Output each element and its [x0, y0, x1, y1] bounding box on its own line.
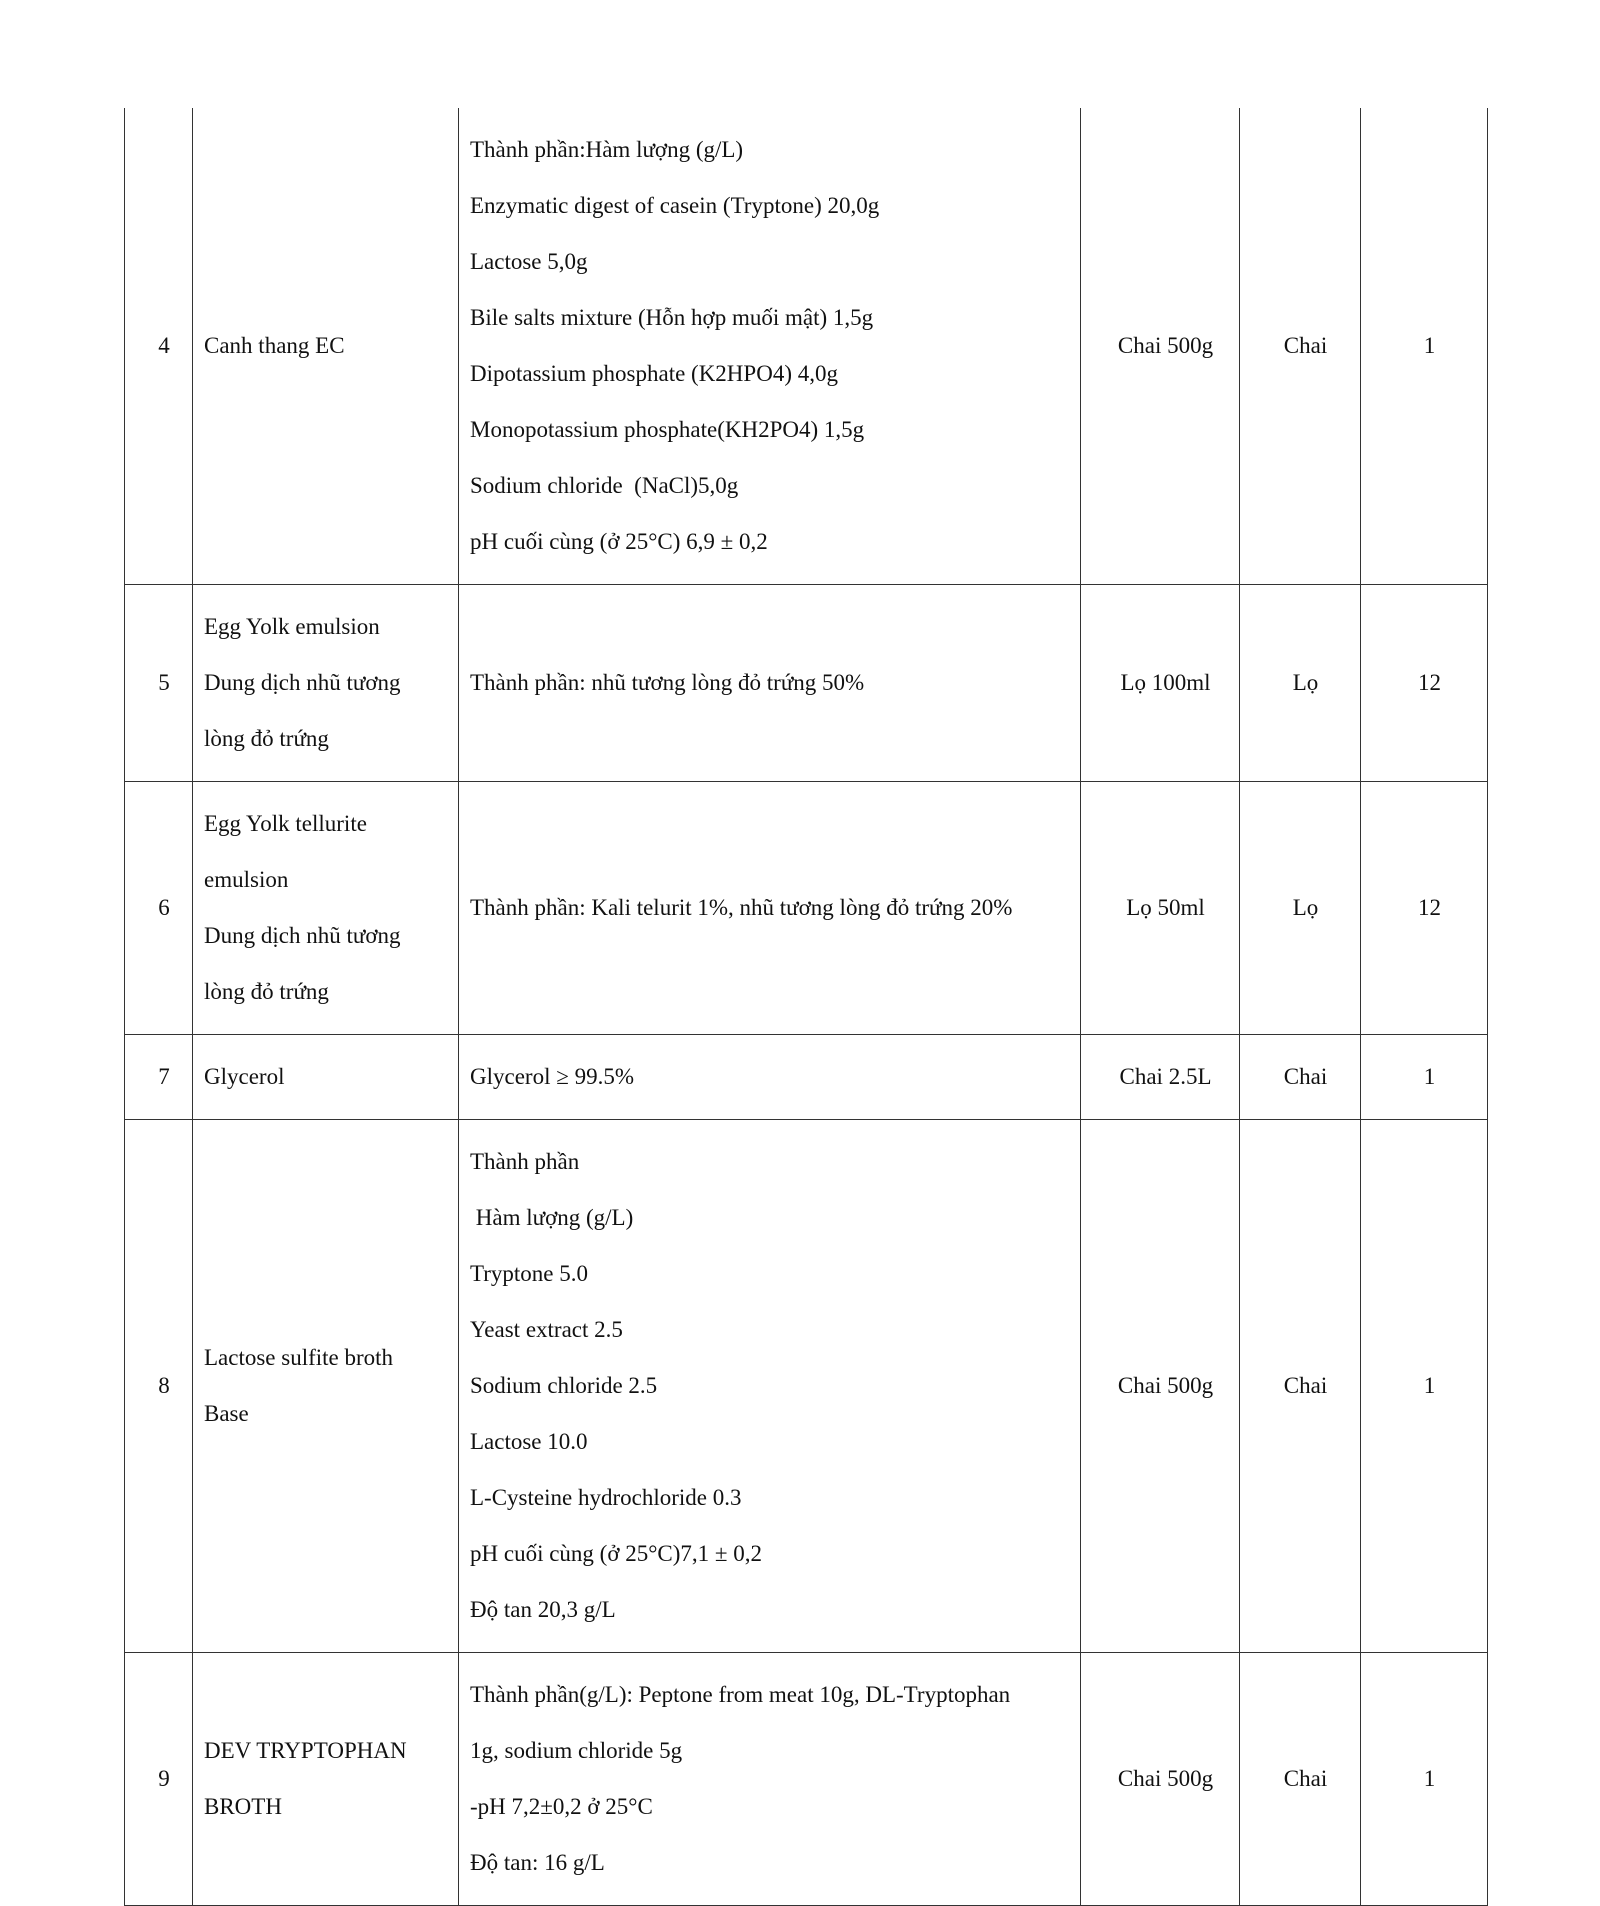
cell-unit: Chai [1240, 1035, 1361, 1120]
spec-line: Thành phần:Hàm lượng (g/L) [470, 137, 744, 162]
cell-no: 7 [125, 1035, 193, 1120]
table-row [125, 1120, 1488, 1653]
cell-name [193, 1120, 459, 1653]
spec-line: Bile salts mixture (Hỗn hợp muối mật) 1,5g [470, 305, 874, 330]
cell-qty: 1 [1361, 1035, 1488, 1120]
table-row [125, 1653, 1488, 1906]
spec-line: Dipotassium phosphate (K2HPO4) 4,0g [470, 361, 838, 386]
name-line: Canh thang EC [204, 333, 345, 358]
cell-spec [459, 1120, 1081, 1653]
cell-name [193, 108, 459, 585]
cell-packing: Chai 500g [1081, 1653, 1240, 1906]
cell-packing: Lọ 50ml [1081, 782, 1240, 1035]
cell-spec [459, 1035, 1081, 1120]
name-line: Dung dịch nhũ tương [204, 670, 401, 695]
spec-line: Thành phần: nhũ tương lòng đỏ trứng 50% [470, 670, 865, 695]
table-row [125, 782, 1488, 1035]
cell-no: 9 [125, 1653, 193, 1906]
name-line: lòng đỏ trứng [204, 726, 329, 751]
cell-unit: Chai [1240, 1653, 1361, 1906]
spec-line: Tryptone 5.0 [470, 1261, 588, 1286]
cell-name [193, 585, 459, 782]
spec-line: Thành phần: Kali telurit 1%, nhũ tương lòng đỏ trứng 20% [470, 895, 1013, 920]
spec-line: -pH 7,2±0,2 ở 25°C [470, 1794, 653, 1819]
spec-line: Glycerol ≥ 99.5% [470, 1064, 634, 1089]
cell-spec [459, 108, 1081, 585]
cell-no: 4 [125, 108, 193, 585]
cell-packing: Chai 2.5L [1081, 1035, 1240, 1120]
table-row [125, 108, 1488, 585]
cell-no: 8 [125, 1120, 193, 1653]
name-line: Dung dịch nhũ tương [204, 923, 401, 948]
cell-qty: 12 [1361, 782, 1488, 1035]
spec-line: Hàm lượng (g/L) [470, 1205, 634, 1230]
cell-qty: 1 [1361, 1120, 1488, 1653]
spec-line: Lactose 5,0g [470, 249, 588, 274]
spec-line: L-Cysteine hydrochloride 0.3 [470, 1485, 742, 1510]
cell-unit: Lọ [1240, 585, 1361, 782]
spec-line: Độ tan: 16 g/L [470, 1850, 605, 1875]
name-line: Glycerol [204, 1064, 285, 1089]
cell-spec [459, 782, 1081, 1035]
spec-line: Monopotassium phosphate(KH2PO4) 1,5g [470, 417, 865, 442]
spec-line: Độ tan 20,3 g/L [470, 1597, 616, 1622]
name-line: Egg Yolk emulsion [204, 614, 380, 639]
supplies-table [124, 108, 1488, 1906]
name-line: Lactose sulfite broth [204, 1345, 394, 1370]
name-line: emulsion [204, 867, 289, 892]
name-line: BROTH [204, 1794, 282, 1819]
cell-unit: Chai [1240, 108, 1361, 585]
cell-packing: Lọ 100ml [1081, 585, 1240, 782]
name-line: Egg Yolk tellurite [204, 811, 367, 836]
cell-packing: Chai 500g [1081, 108, 1240, 585]
table-row [125, 585, 1488, 782]
spec-line: Thành phần [470, 1149, 580, 1174]
spec-line: pH cuối cùng (ở 25°C) 6,9 ± 0,2 [470, 529, 768, 554]
supplies-table-body [125, 108, 1488, 1906]
spec-line: Sodium chloride (NaCl)5,0g [470, 473, 739, 498]
spec-line: Thành phần(g/L): Peptone from meat 10g, DL-Tryptophan [470, 1682, 1011, 1707]
cell-no: 5 [125, 585, 193, 782]
spec-line: Sodium chloride 2.5 [470, 1373, 658, 1398]
cell-unit: Lọ [1240, 782, 1361, 1035]
spec-line: 1g, sodium chloride 5g [470, 1738, 683, 1763]
cell-qty: 12 [1361, 585, 1488, 782]
cell-name [193, 1653, 459, 1906]
cell-name [193, 1035, 459, 1120]
name-line: lòng đỏ trứng [204, 979, 329, 1004]
spec-line: Enzymatic digest of casein (Tryptone) 20,0g [470, 193, 880, 218]
name-line: Base [204, 1401, 249, 1426]
spec-line: Yeast extract 2.5 [470, 1317, 623, 1342]
cell-unit: Chai [1240, 1120, 1361, 1653]
cell-name [193, 782, 459, 1035]
spec-line: Lactose 10.0 [470, 1429, 588, 1454]
cell-no: 6 [125, 782, 193, 1035]
cell-qty: 1 [1361, 1653, 1488, 1906]
cell-spec [459, 1653, 1081, 1906]
spec-line: pH cuối cùng (ở 25°C)7,1 ± 0,2 [470, 1541, 763, 1566]
table-row [125, 1035, 1488, 1120]
cell-qty: 1 [1361, 108, 1488, 585]
cell-packing: Chai 500g [1081, 1120, 1240, 1653]
name-line: DEV TRYPTOPHAN [204, 1738, 407, 1763]
cell-spec [459, 585, 1081, 782]
